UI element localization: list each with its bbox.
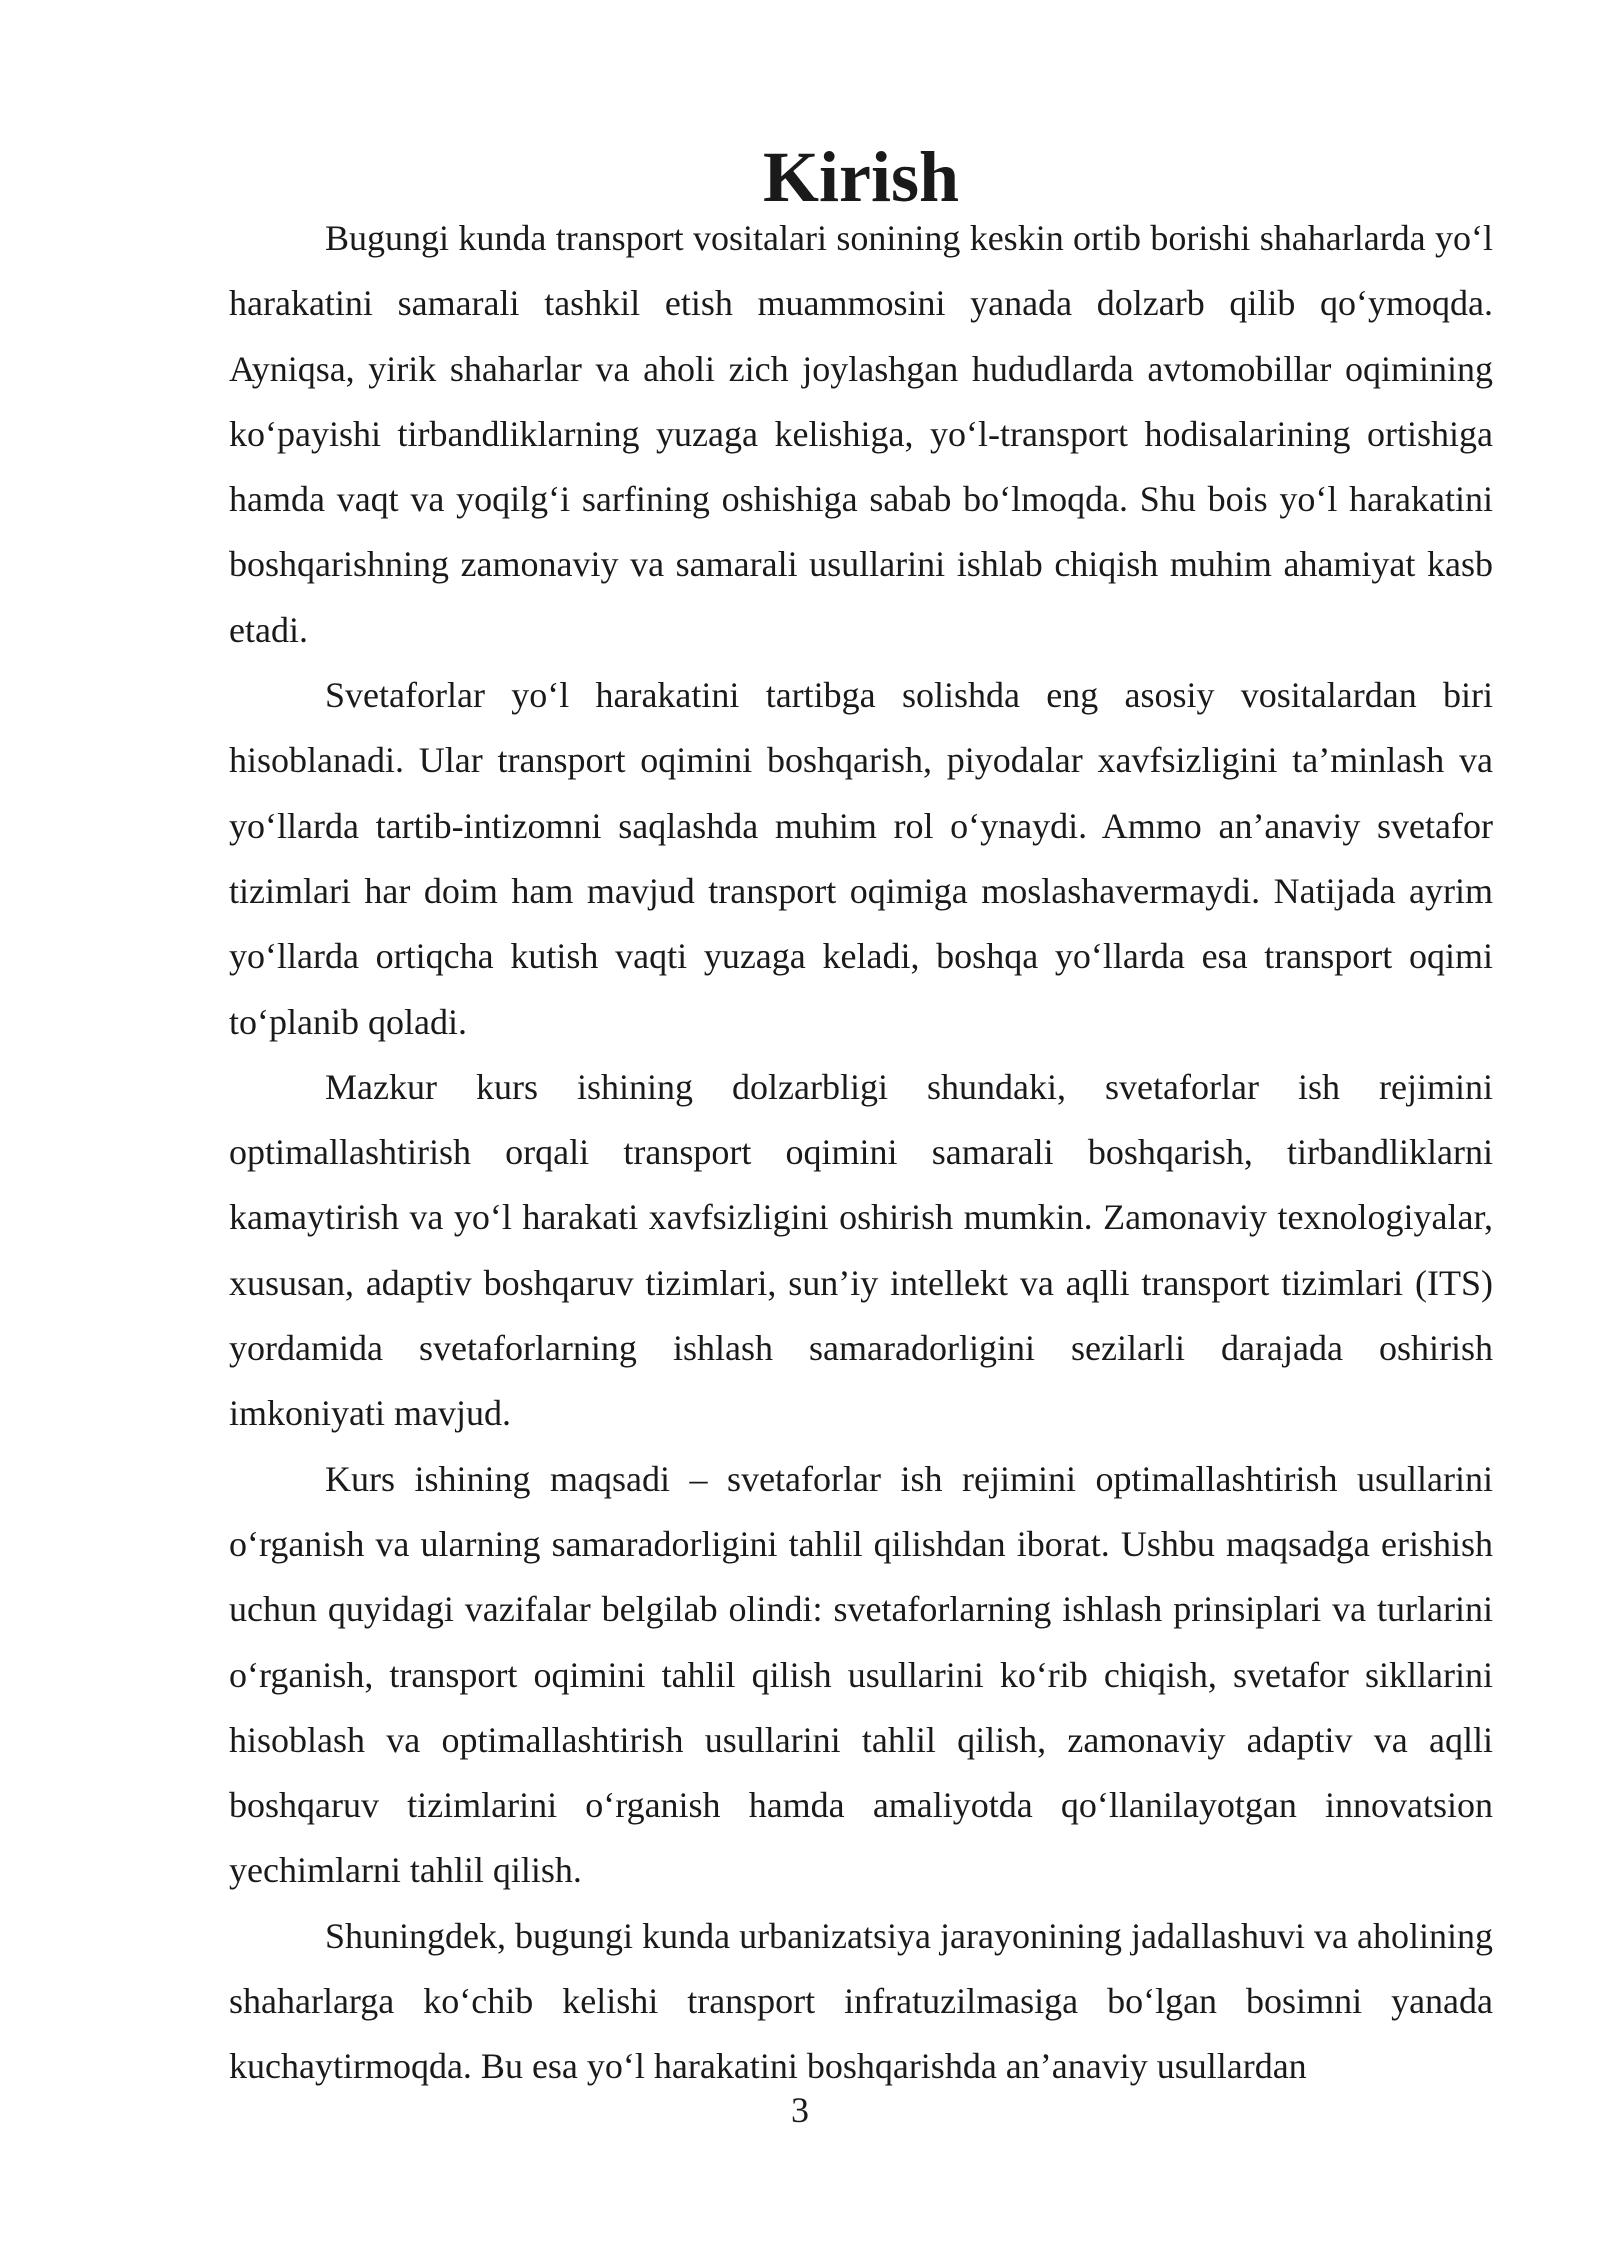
page-number: 3	[791, 2090, 809, 2130]
page-content	[229, 137, 1493, 2100]
paragraph: Svetaforlar yo‘l harakatini tartibga solishda eng asosiy vositalardan biri hisoblanadi. Ular transport oqimini boshqarish, piyodalar xavfsizligini ta’minlash va yo‘llarda tartib-intizomni saqlashda muhim rol o‘ynaydi. Ammo an’anaviy svetafor tizimlari har doim ham mavjud transport oqimiga moslashavermaydi. Natijada ayrim yo‘llarda ortiqcha kutish vaqti yuzaga keladi, boshqa yo‘llarda esa transport oqimi to‘planib qoladi.	[229, 675, 1493, 1042]
paragraph: Shuningdek, bugungi kunda urbanizatsiya jarayonining jadallashuvi va aholining shaharlarga ko‘chib kelishi transport infratuzilmasiga bo‘lgan bosimni yanada kuchaytirmoqda. Bu esa yo‘l harakatini boshqarishda an’anaviy usullardan	[229, 1915, 1493, 2087]
paragraph: Kurs ishining maqsadi – svetaforlar ish rejimini optimallashtirish usullarini o‘rganish va ularning samaradorligini tahlil qilishdan iborat. Ushbu maqsadga erishish uchun quyidagi vazifalar belgilab olindi: svetaforlarning ishlash prinsiplari va turlarini o‘rganish, transport oqimini tahlil qilish usullarini ko‘rib chiqish, svetafor sikllarini hisoblash va optimallashtirish usullarini tahlil qilish, zamonaviy adaptiv va aqlli boshqaruv tizimlarini o‘rganish hamda amaliyotda qo‘llanilayotgan innovatsion yechimlarni tahlil qilish.	[229, 1458, 1493, 1891]
section-title: Kirish	[762, 137, 960, 217]
paragraph: Mazkur kurs ishining dolzarbligi shundaki, svetaforlar ish rejimini optimallashtirish orqali transport oqimini samarali boshqarish, tirbandliklarni kamaytirish va yo‘l harakati xavfsizligini oshirish mumkin. Zamonaviy texnologiyalar, xususan, adaptiv boshqaruv tizimlari, sun’iy intellekt va aqlli transport tizimlari (ITS) yordamida svetaforlarning ishlash samaradorligini sezilarli darajada oshirish imkoniyati mavjud.	[229, 1066, 1493, 1434]
paragraph: Bugungi kunda transport vositalari sonining keskin ortib borishi shaharlarda yo‘l harakatini samarali tashkil etish muammosini yanada dolzarb qilib qo‘ymoqda. Ayniqsa, yirik shaharlar va aholi zich joylashgan hududlarda avtomobillar oqimining ko‘payishi tirbandliklarning yuzaga kelishiga, yo‘l-transport hodisalarining ortishiga hamda vaqt va yoqilg‘i sarfining oshishiga sabab bo‘lmoqda. Shu bois yo‘l harakatini boshqarishning zamonaviy va samarali usullarini ishlab chiqish muhim ahamiyat kasb etadi.	[229, 218, 1493, 650]
